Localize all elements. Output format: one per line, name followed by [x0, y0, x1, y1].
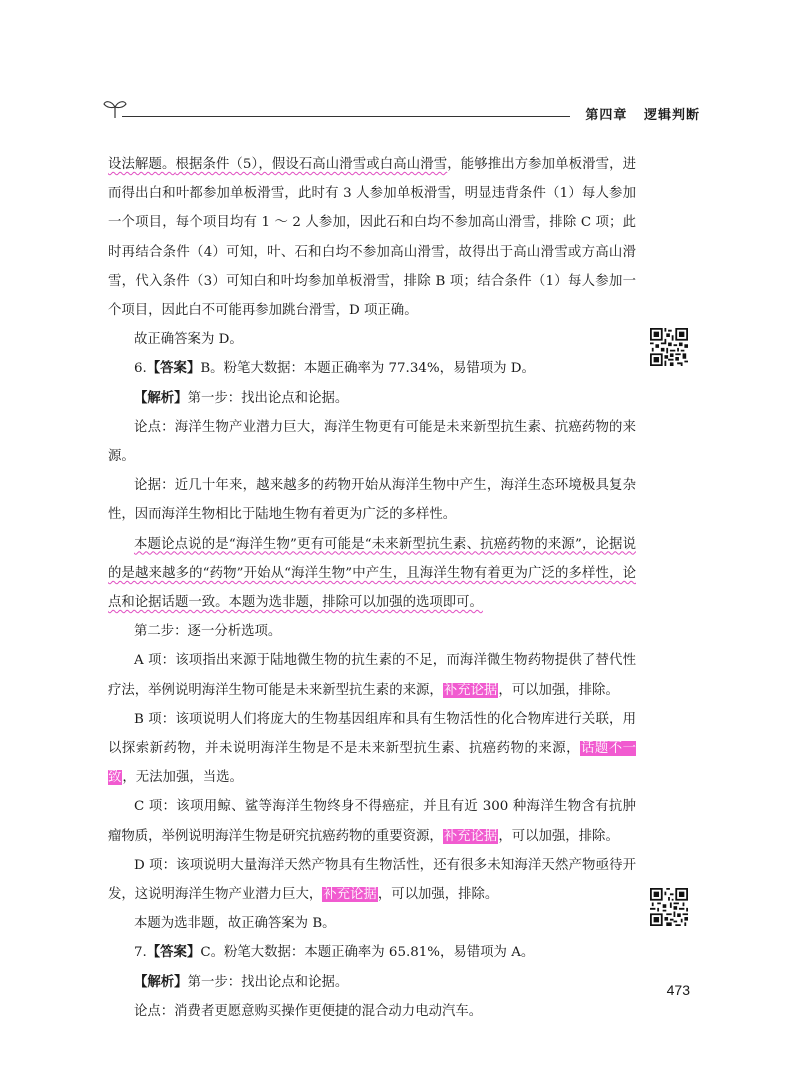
- paragraph-text: ，能够推出方参加单板滑雪，进而得出白和叶都参加单板滑雪，此时有 3 人参加单板滑雪，明显违背条件（1）每人参加一个项目，每个项目均有 1 ～ 2 人参加，因此石和白均不参加高山滑雪，排除 C 项；此时再结合条件（4）可知，叶、石和白均不参加高山滑雪，故得出于高山滑雪或方高山滑雪，代入条件（3）可知白和叶均参加单板滑雪，排除 B 项；结合条件（1）每人参加一个项目，因此白不可能再参加跳台滑雪，D 项正确。: [108, 157, 637, 319]
- chapter-label: [585, 104, 700, 123]
- paragraph: 第二步：逐一分析选项。: [134, 624, 282, 640]
- paragraph: 论点：海洋生物产业潜力巨大，海洋生物更有可能是未来新型抗生素、抗癌药物的来源。: [108, 419, 636, 465]
- question-7-answer: 7.【答案】C。粉笔大数据：本题正确率为 65.81%，易错项为 A。: [134, 944, 535, 961]
- underlined-text: 根据条件（5），假设石高山滑雪或白高山滑雪: [175, 157, 448, 172]
- answer-tag: 【答案】: [146, 944, 201, 961]
- paragraph: 本题为选非题，故正确答案为 B。: [134, 916, 336, 932]
- answer-tag: 【答案】: [146, 360, 201, 377]
- analysis-tag: 【解析】: [134, 973, 188, 990]
- underlined-text: 本题论点说的是“海洋生物”更有可能是“未来新型抗生素、抗癌药物的来源”，论据说的是越来越多的“药物”开始从“海洋生物”中产生，且海洋生物有着更为广泛的多样性，论点和论据话题一致。本题为选非题，排除可以加强的选项即可。: [108, 536, 636, 611]
- option-b: B 项：该项说明人们将庞大的生物基因组库和具有生物活性的化合物库进行关联，用以探索新药物，并未说明海洋生物是不是未来新型抗生素、抗癌药物的来源，话题不一致，无法加强，当选。: [108, 711, 637, 786]
- paragraph: 故正确答案为 D。: [134, 332, 243, 348]
- question-7-analysis: 【解析】第一步：找出论点和论据。: [134, 973, 349, 990]
- highlight-tag: 话题不一致: [108, 741, 637, 786]
- paragraph: [108, 530, 636, 618]
- highlight-tag: 补充论据: [443, 828, 498, 844]
- option-d: D 项：该项说明大量海洋天然产物具有生物活性，还有很多未知海洋天然产物亟待开发，这说明海洋生物产业潜力巨大，补充论据，可以加强，排除。: [108, 857, 636, 903]
- analysis-tag: 【解析】: [134, 389, 188, 406]
- paragraph: 论据：近几十年来，越来越多的药物开始从海洋生物中产生，海洋生态环境极具复杂性，因而海洋生物相比于陆地生物有着更为广泛的多样性。: [108, 478, 636, 523]
- underlined-text: 设法解题。: [108, 157, 176, 172]
- page-number: 473: [666, 982, 690, 998]
- chapter-number: 第四章: [585, 108, 628, 123]
- highlight-tag: 补充论据: [323, 887, 377, 903]
- option-a: A 项：该项指出来源于陆地微生物的抗生素的不足，而海洋微生物药物提供了替代性疗法，举例说明海洋生物可能是未来新型抗生素的来源，补充论据，可以加强，排除。: [108, 653, 636, 698]
- option-c: C 项：该项用鲸、鲨等海洋生物终身不得癌症，并且有近 300 种海洋生物含有抗肿瘤物质，举例说明海洋生物是研究抗癌药物的重要资源，补充论据，可以加强，排除。: [108, 799, 636, 844]
- qr-code-icon[interactable]: [650, 328, 688, 366]
- highlight-tag: 补充论据: [443, 682, 498, 698]
- qr-code-icon[interactable]: [650, 888, 688, 926]
- header-rule: [122, 116, 570, 117]
- paragraph: 论点：消费者更愿意购买操作更便捷的混合动力电动汽车。: [134, 1003, 483, 1019]
- paragraph: [108, 150, 636, 325]
- question-6-analysis: 【解析】第一步：找出论点和论据。: [134, 389, 349, 406]
- chapter-title: 逻辑判断: [643, 108, 700, 123]
- question-6-answer: 6.【答案】B。粉笔大数据：本题正确率为 77.34%，易错项为 D。: [134, 360, 535, 377]
- page-header: [100, 96, 700, 126]
- page-body: [108, 150, 636, 1026]
